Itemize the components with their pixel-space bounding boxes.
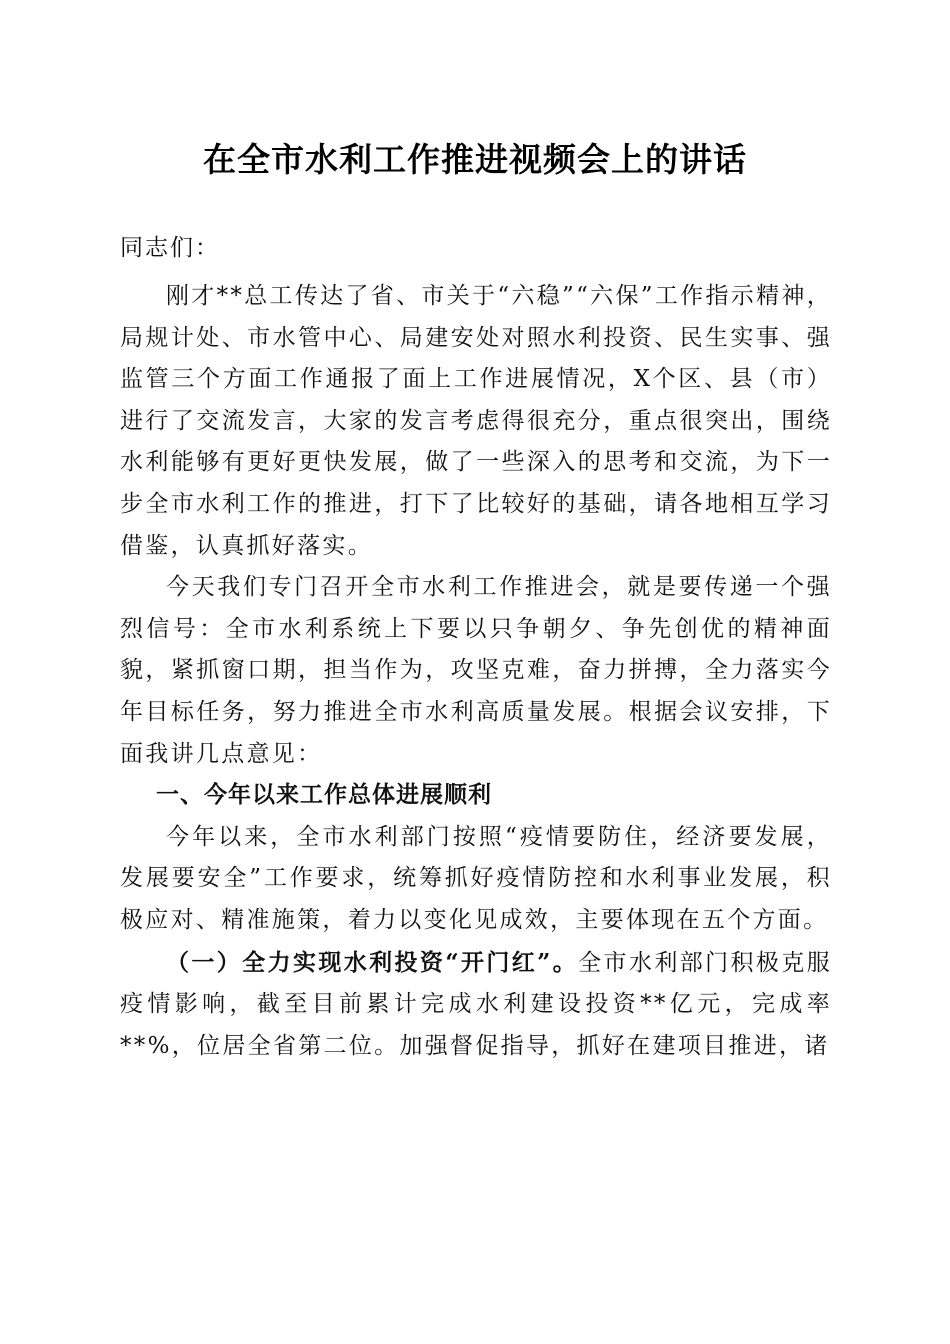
document-title: 在全市水利工作推进视频会上的讲话 — [203, 140, 747, 179]
paragraph-item-1 — [120, 942, 832, 1068]
salutation: 同志们： — [120, 235, 220, 261]
section-heading-1: 一、今年以来工作总体进展顺利 — [156, 782, 492, 809]
document-body — [120, 228, 832, 1067]
paragraph-opening: 刚才**总工传达了省、市关于“六稳”“六保”工作指示精神，局规计处、市水管中心、局建安处对照水利投资、民生实事、强监管三个方面工作通报了面上工作进展情况，X个区、县（市）进行了交流发言，大家的发言考虑得很充分，重点很突出，围绕水利能够有更好更快发展，做了一些深入的思考和交流，为下一步全市水利工作的推进，打下了比较好的基础，请各地相互学习借鉴，认真抓好落实。 — [120, 283, 832, 559]
paragraph-purpose: 今天我们专门召开全市水利工作推进会，就是要传递一个强烈信号：全市水利系统上下要以只争朝夕、争先创优的精神面貌，紧抓窗口期，担当作为，攻坚克难，奋力拼搏，全力落实今年目标任务，努力推进全市水利高质量发展。根据会议安排，下面我讲几点意见： — [120, 574, 832, 767]
item-1-heading: （一）全力实现水利投资“开门红”。 — [166, 948, 579, 976]
item-1-text: 全市水利部门积极克服疫情影响，截至目前累计完成水利建设投资**亿元，完成率**%，位居全省第二位。加强督促指导，抓好在建项目推进，诸 — [120, 949, 832, 1059]
paragraph-section1-intro: 今年以来，全市水利部门按照“疫情要防住，经济要发展，发展要安全”工作要求，统筹抓好疫情防控和水利事业发展，积极应对、精准施策，着力以变化见成效，主要体现在五个方面。 — [120, 823, 832, 933]
